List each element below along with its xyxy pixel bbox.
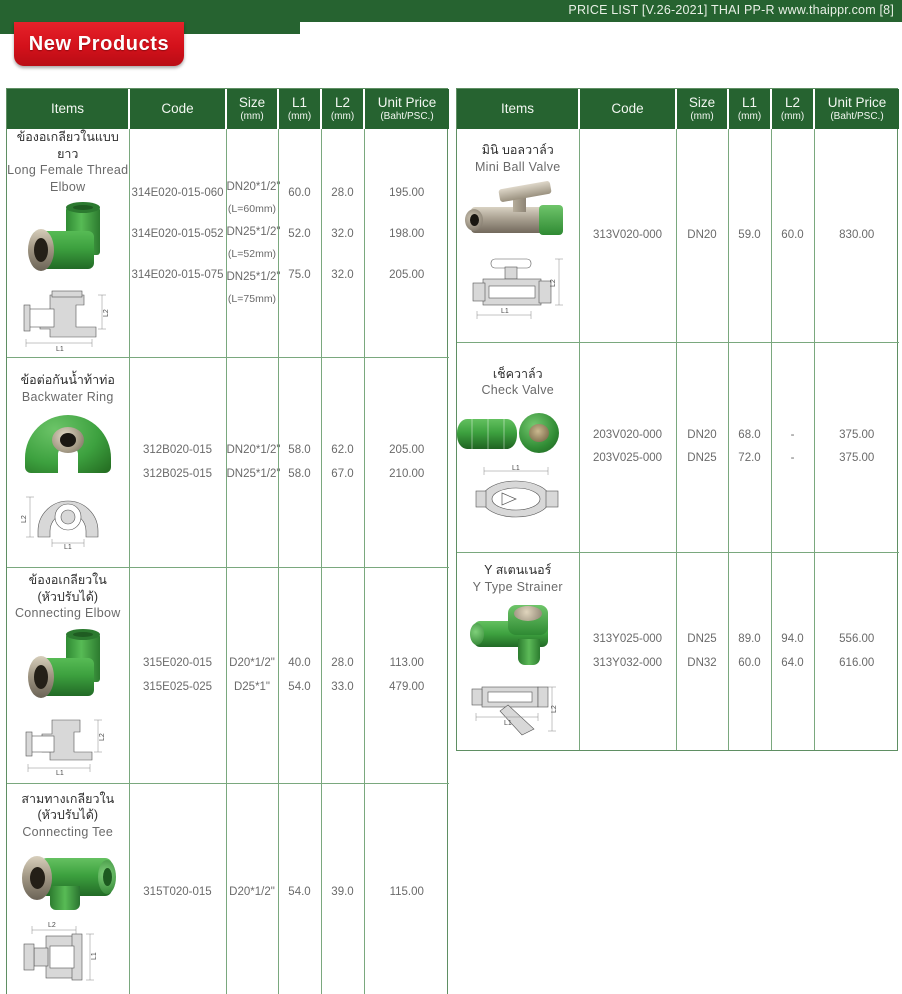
product-photo-elbow (26, 205, 110, 281)
item-name-thai: ข้องอเกลียวใน (28, 573, 107, 588)
product-photo-backwater-ring (25, 415, 111, 473)
size-cell: DN20*1/2" DN25*1/2" (226, 358, 278, 568)
item-name-english: Backwater Ring (21, 389, 114, 404)
col-code: Code (579, 89, 676, 129)
l1-cell: 54.0 (278, 784, 321, 994)
item-name-thai: สามทางเกลียวใน (21, 791, 115, 806)
item-name-thai: เช็ควาล์ว (492, 366, 543, 381)
price-list-header-text: PRICE LIST [V.26-2021] THAI PP-R www.thaippr.com [8] (568, 3, 894, 17)
top-green-bar (0, 0, 902, 22)
item-cell-long-female-thread-elbow (7, 129, 129, 358)
price-cell: 115.00 (389, 885, 424, 898)
item-name-thai: Y สเตนเนอร์ (484, 563, 552, 578)
code-cell: 313V020-000 (579, 129, 676, 342)
price-cell: 113.00 479.00 (364, 568, 449, 784)
col-code: Code (129, 89, 226, 129)
l1-cell: 68.0 72.0 (728, 342, 771, 552)
table-row (7, 358, 449, 568)
conn-elbow-drawing (16, 714, 120, 776)
new-products-label: New Products (28, 32, 170, 55)
item-name-thai-secondary: (หัวปรับได้) (37, 808, 99, 823)
size-cell: DN25 DN32 (676, 552, 728, 750)
svg-text:L1: L1 (55, 769, 64, 776)
col-unit-price: Unit Price (Baht/PSC.) (364, 89, 449, 129)
svg-text:L2: L2 (98, 732, 106, 741)
table-header-row (457, 89, 899, 129)
svg-text:L1: L1 (90, 952, 98, 961)
right-price-table (456, 88, 898, 751)
l2-cell: 62.0 67.0 (321, 358, 364, 568)
table-row (457, 342, 899, 552)
svg-text:L1: L1 (503, 720, 512, 728)
price-cell: 195.00 198.00 205.00 (364, 129, 449, 358)
svg-text:L1: L1 (500, 308, 509, 316)
col-l2: L2 (mm) (771, 89, 814, 129)
item-cell-check-valve (457, 342, 579, 552)
svg-text:L2: L2 (550, 705, 558, 714)
item-name-english: Long Female Thread Elbow (7, 163, 129, 194)
item-cell-mini-ball-valve (457, 129, 579, 342)
svg-text:L1: L1 (55, 346, 64, 354)
item-name-english: Connecting Tee (22, 824, 114, 839)
item-cell-connecting-elbow (7, 568, 129, 784)
col-items: Items (457, 89, 579, 129)
svg-text:L2: L2 (20, 515, 28, 524)
ballvalve-drawing (463, 253, 573, 325)
l1-cell: 58.0 58.0 (278, 358, 321, 568)
product-photo-y-strainer (470, 605, 566, 669)
price-cell: 830.00 (814, 129, 899, 342)
svg-text:L2: L2 (102, 309, 110, 318)
price-cell: 556.00 616.00 (839, 632, 875, 669)
col-unit-price: Unit Price (Baht/PSC.) (814, 89, 899, 129)
product-photo-check-valve (457, 409, 579, 457)
size-cell: DN20 DN25 (676, 342, 728, 552)
code-cell: 312B020-015 312B025-015 (129, 358, 226, 568)
item-name-english: Check Valve (481, 383, 555, 398)
size-cell: DN20*1/2" (L=60mm) DN25*1/2" (L=52mm) DN25*1/2" (L=75mm) (226, 129, 278, 358)
table-row (7, 129, 449, 358)
table-row (7, 784, 449, 994)
col-l1: L1 (mm) (728, 89, 771, 129)
backwater-drawing (16, 479, 120, 549)
table-row (457, 552, 899, 750)
item-cell-backwater-ring (7, 358, 129, 568)
col-l1: L1 (mm) (278, 89, 321, 129)
table-header-row (7, 89, 449, 129)
l1-cell: 60.0 52.0 75.0 (278, 129, 321, 358)
product-photo-ball-valve (463, 185, 573, 247)
code-cell: 313Y025-000 313Y032-000 (579, 552, 676, 750)
l1-cell: 89.0 60.0 (728, 552, 771, 750)
svg-text:L2: L2 (47, 922, 56, 930)
l2-cell: - - (771, 342, 814, 552)
price-cell: 375.00 375.00 (814, 342, 899, 552)
col-size: Size (mm) (226, 89, 278, 129)
code-cell: 203V020-000 203V025-000 (579, 342, 676, 552)
l2-cell: 28.0 32.0 32.0 (321, 129, 364, 358)
new-products-ribbon (14, 22, 184, 66)
left-price-table (6, 88, 448, 994)
item-name-thai: ข้องอเกลียวในแบบยาว (16, 130, 119, 161)
item-name-english: Mini Ball Valve (474, 159, 561, 174)
svg-text:L2: L2 (549, 279, 557, 288)
item-name-thai-secondary: (หัวปรับได้) (37, 589, 99, 604)
item-name-english: Connecting Elbow (14, 606, 121, 621)
ystrainer-drawing (464, 675, 572, 737)
product-photo-tee (20, 850, 116, 912)
l2-cell: 94.0 64.0 (771, 552, 814, 750)
l2-cell: 28.0 33.0 (321, 568, 364, 784)
item-name-english: Y Type Strainer (472, 579, 563, 594)
table-row (457, 129, 899, 342)
col-size: Size (mm) (676, 89, 728, 129)
item-cell-connecting-tee (7, 784, 129, 994)
elbow-drawing (16, 287, 120, 353)
l1-cell: 40.0 54.0 (278, 568, 321, 784)
code-cell: 314E020-015-060 314E020-015-052 314E020-015-075 (129, 129, 226, 358)
size-cell: D20*1/2" D25*1" (226, 568, 278, 784)
l2-cell: 60.0 (771, 129, 814, 342)
checkvalve-drawing (464, 463, 572, 525)
item-cell-y-type-strainer (457, 552, 579, 750)
col-l2: L2 (mm) (321, 89, 364, 129)
col-items: Items (7, 89, 129, 129)
tee-drawing (16, 918, 120, 990)
code-cell: 315E020-015 315E025-025 (129, 568, 226, 784)
item-name-thai: มินิ บอลวาล์ว (481, 143, 554, 158)
code-cell: 315T020-015 (129, 784, 226, 994)
item-name-thai: ข้อต่อกันน้ำท้าท่อ (20, 373, 115, 388)
svg-text:L1: L1 (63, 544, 72, 550)
l1-cell: 59.0 (728, 129, 771, 342)
table-row (7, 568, 449, 784)
product-photo-connecting-elbow (26, 632, 110, 708)
l2-cell: 39.0 (321, 784, 364, 994)
price-cell: 205.00 210.00 (364, 358, 449, 568)
size-cell: DN20 (676, 129, 728, 342)
svg-text:L1: L1 (511, 464, 520, 472)
size-cell: D20*1/2" (226, 784, 278, 994)
